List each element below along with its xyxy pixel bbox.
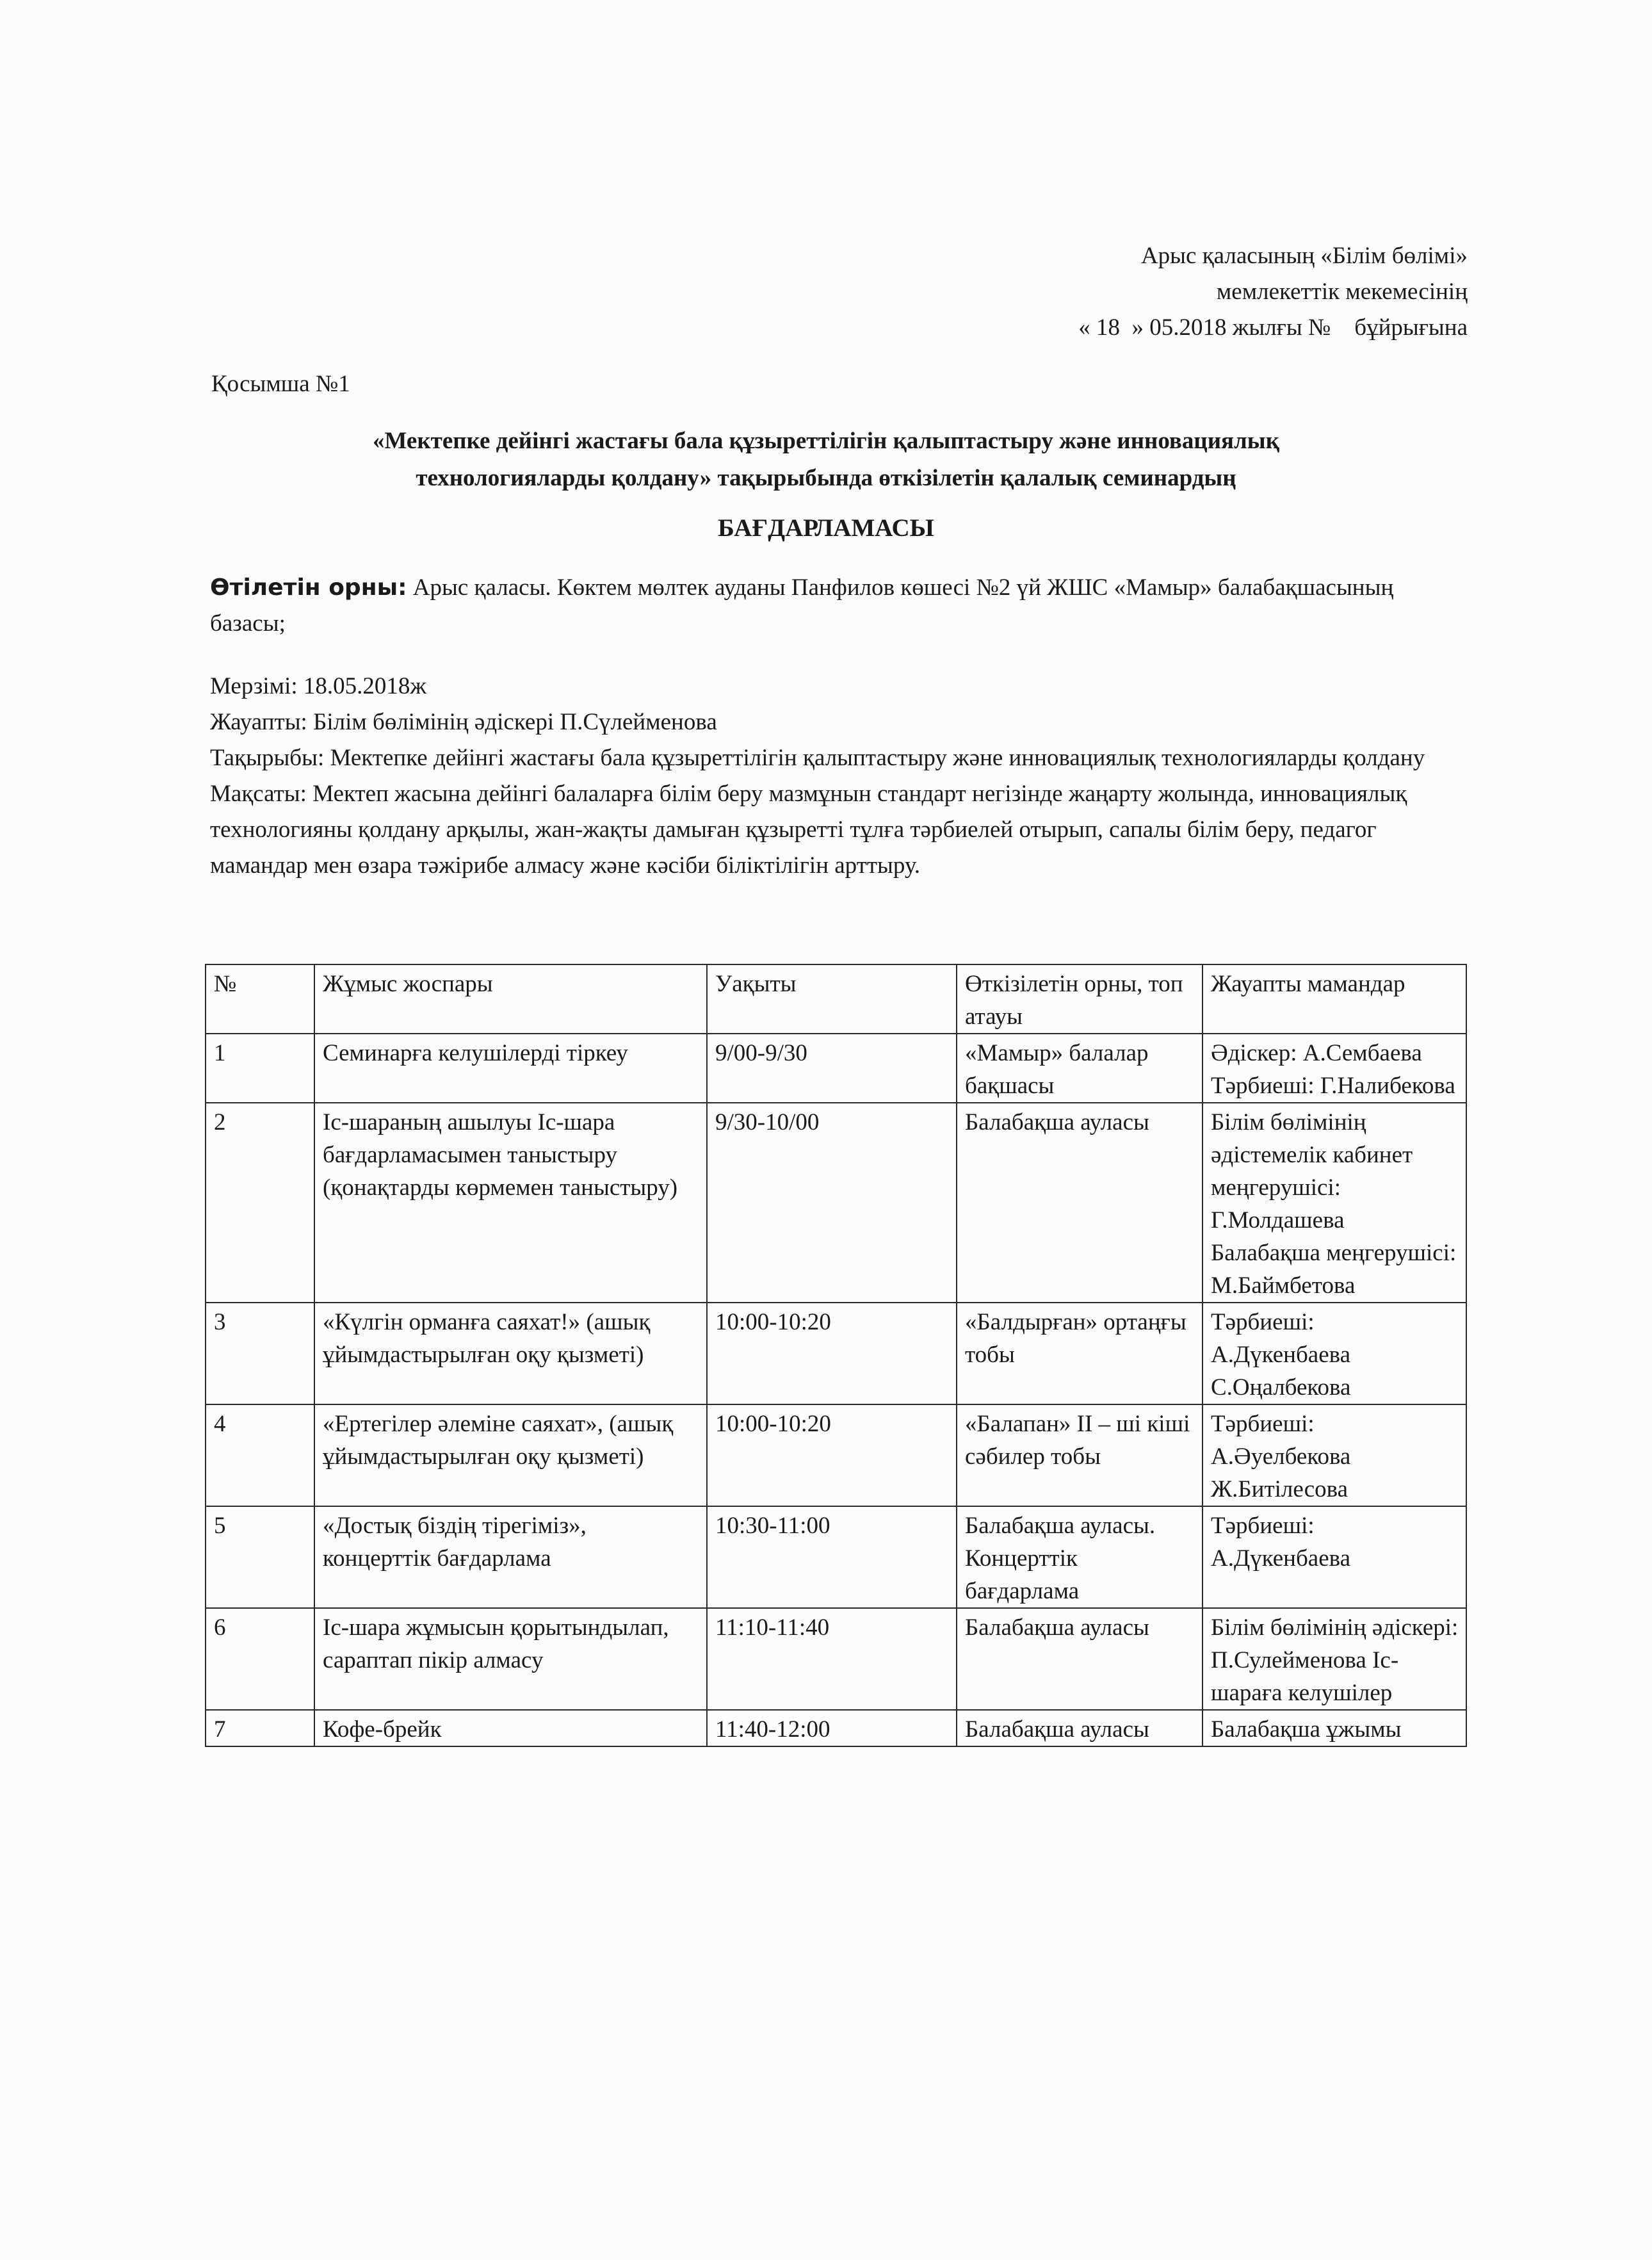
col-header-plan: Жұмыс жоспары (314, 964, 707, 1034)
cell-time: 11:40-12:00 (707, 1710, 957, 1746)
title-line-1: «Мектепке дейінгі жастағы бала құзыреттілігін қалыптастыру және инновациялық (372, 428, 1280, 454)
cell-time: 9/00-9/30 (707, 1034, 957, 1103)
cell-number: 7 (206, 1710, 314, 1746)
cell-responsible: Әдіскер: А.Сембаева Тәрбиеші: Г.Налибекова (1203, 1034, 1466, 1103)
cell-plan: «Ертегілер әлеміне саяхат», (ашық ұйымдастырылған оқу қызметі) (314, 1404, 707, 1506)
cell-time: 10:30-11:00 (707, 1506, 957, 1608)
table-row (206, 1303, 1466, 1404)
table-row (206, 1608, 1466, 1710)
cell-plan: «Достық біздің тірегіміз», концерттік бағдарлама (314, 1506, 707, 1608)
venue-paragraph (210, 570, 1470, 642)
cell-venue: Балабақша ауласы (957, 1608, 1203, 1710)
col-header-number: № (206, 964, 314, 1034)
order-reference-line-3: « 18 » 05.2018 жылғы № бұйрығына (1078, 314, 1468, 341)
table-row (206, 1103, 1466, 1303)
cell-plan: Кофе-брейк (314, 1710, 707, 1746)
cell-number: 1 (206, 1034, 314, 1103)
cell-venue: «Мамыр» балалар бақшасы (957, 1034, 1203, 1103)
cell-responsible: Білім бөлімінің әдістемелік кабинет меңгерушісі: Г.Молдашева Балабақша меңгерушісі: М.Баймбетова (1203, 1103, 1466, 1303)
venue-label: Өтілетін орны: (210, 574, 407, 601)
cell-number: 5 (206, 1506, 314, 1608)
order-reference-line-1: Арыс қаласының «Білім бөлімі» (1140, 243, 1468, 269)
date-line: Мерзімі: 18.05.2018ж (210, 673, 426, 699)
order-reference (763, 238, 1468, 346)
cell-responsible: Тәрбиеші: А.Әуелбекова Ж.Битілесова (1203, 1404, 1466, 1506)
cell-number: 3 (206, 1303, 314, 1404)
venue-text: Арыс қаласы. Көктем мөлтек ауданы Панфилов көшесі №2 үй ЖШС «Мамыр» балабақшасының базасы; (210, 574, 1394, 637)
cell-plan: Іс-шара жұмысын қорытындылап, сараптап пікір алмасу (314, 1608, 707, 1710)
schedule-table (205, 964, 1467, 1747)
cell-time: 9/30-10/00 (707, 1103, 957, 1303)
table-row (206, 1034, 1466, 1103)
cell-plan: Семинарға келушілерді тіркеу (314, 1034, 707, 1103)
program-details (210, 570, 1470, 884)
col-header-responsible: Жауапты мамандар (1203, 964, 1466, 1034)
cell-number: 4 (206, 1404, 314, 1506)
table-row (206, 1404, 1466, 1506)
title-line-2: технологияларды қолдану» тақырыбында өткізілетін қалалық семинардың (416, 465, 1236, 491)
goal-line: Мақсаты: Мектеп жасына дейінгі балаларға білім беру мазмұнын стандарт негізінде жаңарту жолында, инновациялық технологияны қолдану арқылы, жан-жақты дамыған құзыретті тұлға тәрбиелей отырып, сапалы білім беру, педагог мамандар мен өзара тәжірибе алмасу және кәсіби біліктілігін арттыру. (210, 781, 1407, 879)
cell-responsible: Тәрбиеші: А.Дүкенбаева С.Оңалбекова (1203, 1303, 1466, 1404)
cell-plan: Іс-шараның ашылуы Іс-шара бағдарламасымен таныстыру (қонақтарды көрмемен таныстыру) (314, 1103, 707, 1303)
cell-plan: «Күлгін орманға саяхат!» (ашық ұйымдастырылған оқу қызметі) (314, 1303, 707, 1404)
cell-venue: Балабақша ауласы (957, 1710, 1203, 1746)
cell-time: 10:00-10:20 (707, 1404, 957, 1506)
cell-venue: Балабақша ауласы. Концерттік бағдарлама (957, 1506, 1203, 1608)
col-header-venue: Өткізілетін орны, топ атауы (957, 964, 1203, 1034)
topic-line: Тақырыбы: Мектепке дейінгі жастағы бала құзыреттілігін қалыптастыру және инновациялық технологияларды қолдану (210, 745, 1425, 771)
col-header-time: Уақыты (707, 964, 957, 1034)
cell-number: 6 (206, 1608, 314, 1710)
cell-time: 11:10-11:40 (707, 1608, 957, 1710)
table-header-row (206, 964, 1466, 1034)
appendix-label: Қосымша №1 (211, 371, 350, 397)
order-reference-line-2: мемлекеттік мекемесінің (1216, 279, 1468, 305)
cell-venue: Балабақша ауласы (957, 1103, 1203, 1303)
cell-time: 10:00-10:20 (707, 1303, 957, 1404)
program-heading: БАҒДАРЛАМАСЫ (718, 514, 934, 542)
cell-venue: «Балдырған» ортаңғы тобы (957, 1303, 1203, 1404)
table-row (206, 1710, 1466, 1746)
table-row (206, 1506, 1466, 1608)
cell-venue: «Балапан» ІІ – ші кіші сәбилер тобы (957, 1404, 1203, 1506)
cell-responsible: Балабақша ұжымы (1203, 1710, 1466, 1746)
cell-responsible: Тәрбиеші: А.Дүкенбаева (1203, 1506, 1466, 1608)
cell-responsible: Білім бөлімінің әдіскері: П.Сулейменова Іс-шараға келушілер (1203, 1608, 1466, 1710)
responsible-line: Жауапты: Білім бөлімінің әдіскері П.Сүлейменова (210, 709, 717, 735)
document-title (211, 423, 1441, 497)
cell-number: 2 (206, 1103, 314, 1303)
